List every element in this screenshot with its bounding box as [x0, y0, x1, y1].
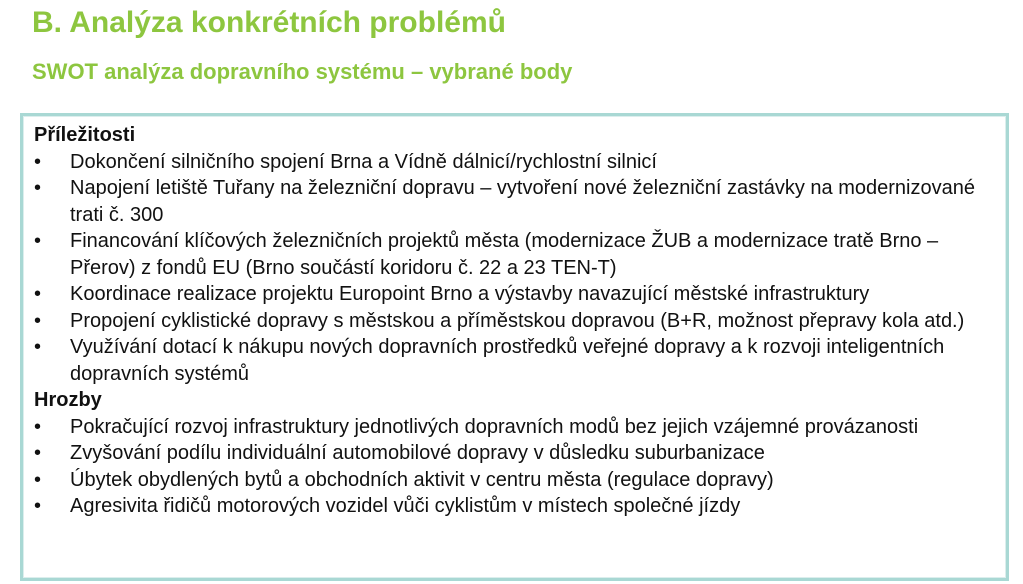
list-item — [34, 467, 996, 494]
list-item-text: Úbytek obydlených bytů a obchodních aktivit v centru města (regulace dopravy) — [70, 468, 774, 491]
page-title: B. Analýza konkrétních problémů — [32, 6, 506, 39]
list-item-text: Dokončení silničního spojení Brna a Vídně dálnicí/rychlostní silnicí — [70, 150, 657, 173]
list-item-text: Zvyšování podílu individuální automobilové dopravy v důsledku suburbanizace — [70, 442, 765, 464]
bullet-icon: • — [34, 442, 42, 464]
bullet-icon: • — [34, 336, 42, 358]
page-subtitle: SWOT analýza dopravního systému – vybrané body — [32, 59, 573, 84]
list-item-text: Využívání dotací k nákupu nových dopravních prostředků veřejné dopravy a k rozvoji inteligentních dopravních systémů — [70, 336, 945, 385]
bullet-icon: • — [34, 283, 42, 305]
bullet-icon: • — [34, 150, 42, 173]
list-item — [34, 228, 996, 281]
opportunities-heading: Příležitosti — [34, 124, 136, 146]
bullet-icon: • — [34, 468, 42, 491]
list-item — [34, 175, 996, 228]
bullet-icon: • — [34, 309, 42, 332]
bullet-icon: • — [34, 177, 42, 199]
threats-heading: Hrozby — [34, 389, 102, 411]
list-item — [34, 308, 996, 335]
list-item-text: Napojení letiště Tuřany na železniční dopravu – vytvoření nové železniční zastávky na modernizované trati č. 300 — [70, 177, 975, 226]
list-item-text: Financování klíčových železničních projektů města (modernizace ŽUB a modernizace tratě Brno – Přerov) z fondů EU (Brno součástí koridoru č. 22 a 23 TEN-T) — [70, 230, 939, 279]
list-item — [34, 281, 996, 308]
list-item-text: Koordinace realizace projektu Europoint Brno a výstavby navazující městské infrastruktury — [70, 283, 870, 305]
list-item — [34, 440, 996, 467]
list-item — [34, 149, 996, 176]
list-item — [34, 493, 996, 520]
bullet-icon: • — [34, 230, 42, 252]
list-item-text: Pokračující rozvoj infrastruktury jednotlivých dopravních modů bez jejich vzájemné provázanosti — [70, 415, 919, 438]
list-item-text: Agresivita řidičů motorových vozidel vůči cyklistům v místech společné jízdy — [70, 495, 741, 517]
threats-list — [34, 414, 996, 520]
bullet-icon: • — [34, 415, 42, 438]
list-item — [34, 414, 996, 441]
swot-box — [20, 113, 1009, 581]
list-item-text: Propojení cyklistické dopravy s městskou a příměstskou dopravou (B+R, možnost přepravy kola atd.) — [70, 309, 965, 332]
bullet-icon: • — [34, 495, 42, 517]
list-item — [34, 334, 996, 387]
opportunities-list — [34, 149, 996, 388]
